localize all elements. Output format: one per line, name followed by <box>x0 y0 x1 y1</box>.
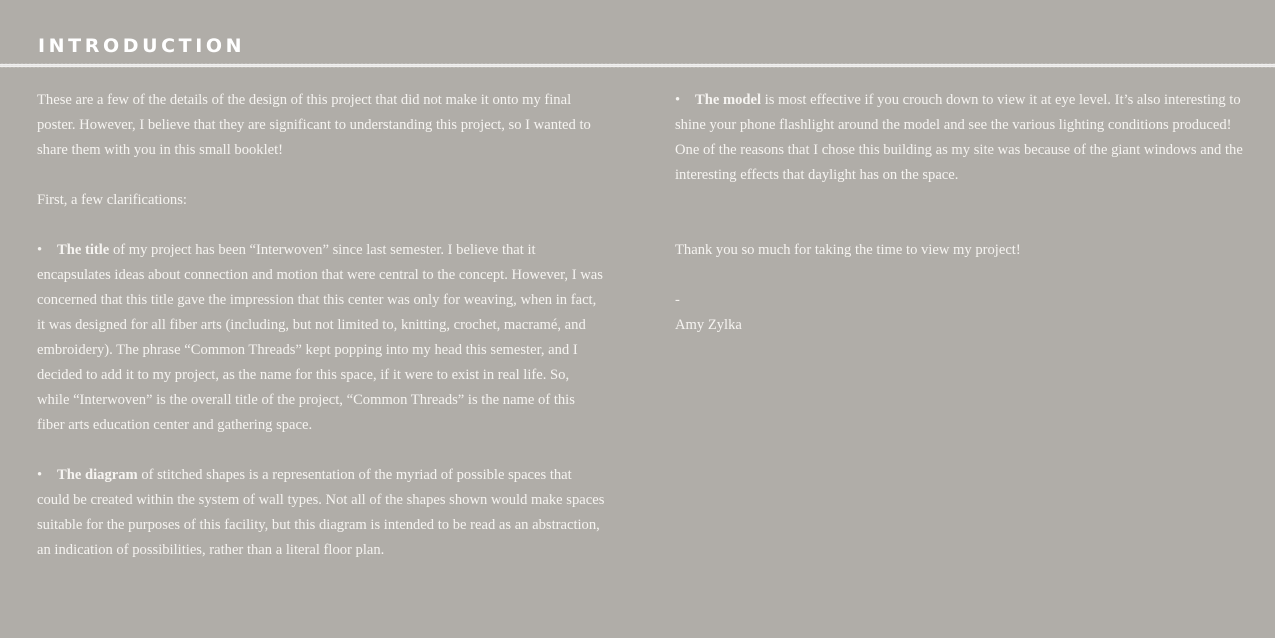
bullet-text: is most effective if you crouch down to view it at eye level. It’s also interesting to shine your phone flashlight around the model and see the various lighting conditions produced! One of the reasons that I chose this building as my site was because of the giant windows and the interesting effects that daylight has on the space. <box>675 92 1243 183</box>
title-bullet <box>37 238 605 438</box>
bullet-marker: • <box>37 467 43 483</box>
intro-paragraph: These are a few of the details of the design of this project that did not make it onto my final poster. However, I believe that they are significant to understanding this project, so I wanted to share them with you in this small booklet! <box>37 92 591 158</box>
left-column <box>37 88 605 563</box>
diagram-bullet <box>37 463 605 563</box>
bullet-text: of stitched shapes is a representation of the myriad of possible spaces that could be created within the system of wall types. Not all of the shapes shown would make spaces suitable for the purposes of this facility, but this diagram is intended to be read as an abstraction, an indication of possibilities, rather than a literal floor plan. <box>37 467 605 558</box>
thanks-line: Thank you so much for taking the time to view my project! <box>675 242 1021 258</box>
bullet-marker: • <box>675 92 681 108</box>
page-title: INTRODUCTION <box>38 35 246 57</box>
zigzag-divider <box>0 62 1275 70</box>
bullet-lead: The title <box>57 242 110 258</box>
signature-name: Amy Zylka <box>675 317 742 333</box>
bullet-lead: The model <box>695 92 762 108</box>
signature-dash: - <box>675 292 680 308</box>
bullet-marker: • <box>37 242 43 258</box>
bullet-lead: The diagram <box>57 467 138 483</box>
model-bullet <box>675 88 1245 188</box>
bullet-text: of my project has been “Interwoven” since last semester. I believe that it encapsulates ideas about connection and motion that were central to the concept. However, I was concerned that this title gave the impression that this center was only for weaving, when in fact, it was designed for all fiber arts (including, but not limited to, knitting, crochet, macramé, and embroidery). The phrase “Common Threads” kept popping into my head this semester, and I decided to add it to my project, as the name for this space, if it were to exist in real life. So, while “Interwoven” is the overall title of the project, “Common Threads” is the name of this fiber arts education center and gathering space. <box>37 242 603 433</box>
right-column <box>675 88 1245 338</box>
clarifications-heading: First, a few clarifications: <box>37 192 187 208</box>
